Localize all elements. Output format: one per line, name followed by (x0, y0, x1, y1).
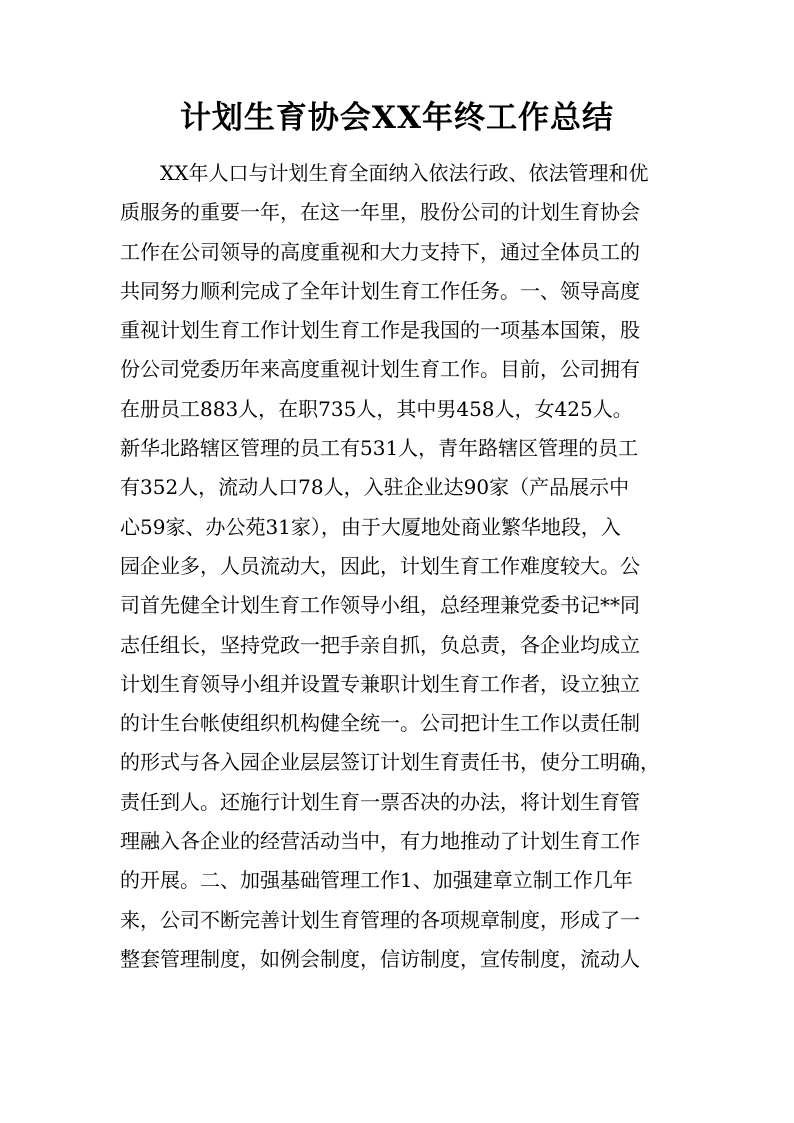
body-line: 理融入各企业的经营活动当中，有力地推动了计划生育工作 (120, 829, 640, 854)
document-body (120, 154, 680, 979)
body-line: 心59家、办公苑31家），由于大厦地处商业繁华地段，入 (120, 514, 621, 539)
body-line: XX年人口与计划生育全面纳入依法行政、依法管理和优 (160, 161, 649, 185)
document-title: 计划生育协会XX年终工作总结 (179, 100, 615, 136)
body-line: 有352人，流动人口78人，入驻企业达90家（产品展示中 (120, 475, 630, 500)
body-line: 园企业多，人员流动大，因此，计划生育工作难度较大。公 (120, 553, 640, 578)
body-line: 计划生育领导小组并设置专兼职计划生育工作者，设立独立 (120, 671, 640, 696)
body-line: 质服务的重要一年，在这一年里，股份公司的计划生育协会 (120, 200, 640, 225)
body-line: 志任组长，坚持党政一把手亲自抓，负总责，各企业均成立 (120, 632, 640, 657)
body-line: 的形式与各入园企业层层签订计划生育责任书，使分工明确， (120, 750, 660, 775)
body-line: 的开展。二、加强基础管理工作1、加强建章立制工作几年 (120, 868, 633, 893)
body-line: 份公司党委历年来高度重视计划生育工作。目前，公司拥有 (120, 357, 640, 382)
body-line: 在册员工883人，在职735人，其中男458人，女425人。 (120, 396, 633, 421)
body-line: 工作在公司领导的高度重视和大力支持下，通过全体员工的 (120, 239, 640, 264)
body-line: 重视计划生育工作计划生育工作是我国的一项基本国策，股 (120, 318, 640, 343)
body-line: 的计生台帐使组织机构健全统一。公司把计生工作以责任制 (120, 711, 640, 736)
body-line: 共同努力顺利完成了全年计划生育工作任务。一、领导高度 (120, 278, 640, 303)
body-line: 新华北路辖区管理的员工有531人，青年路辖区管理的员工 (120, 436, 639, 461)
body-line: 来，公司不断完善计划生育管理的各项规章制度，形成了一 (120, 907, 640, 932)
body-line: 整套管理制度，如例会制度，信访制度，宣传制度，流动人 (120, 946, 640, 971)
body-line: 司首先健全计划生育工作领导小组，总经理兼党委书记**同 (120, 593, 640, 618)
body-line: 责任到人。还施行计划生育一票否决的办法，将计划生育管 (120, 789, 640, 814)
